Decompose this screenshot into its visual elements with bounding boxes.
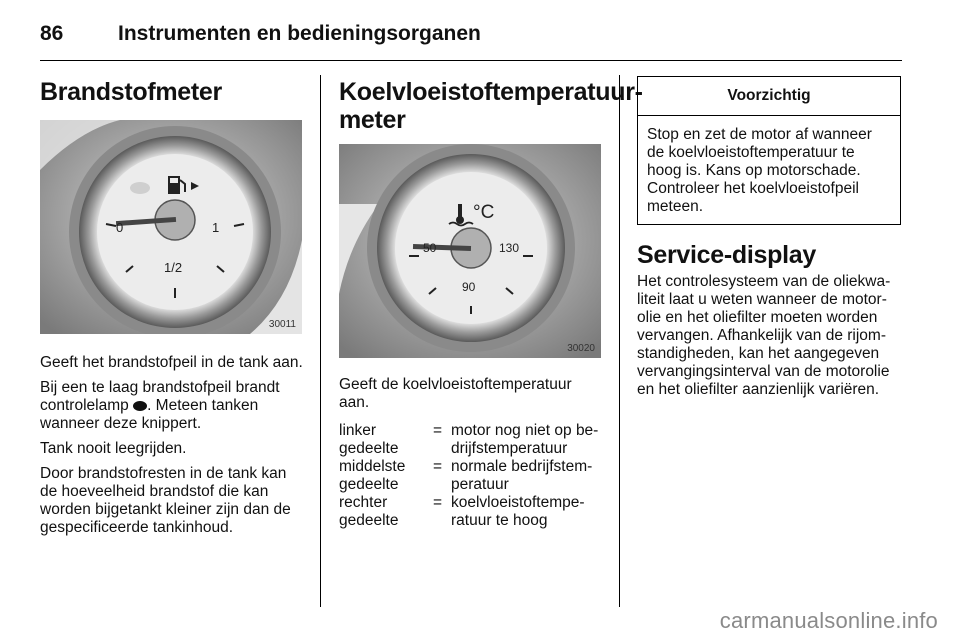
coolant-heading-line-2: meter [339, 106, 406, 134]
caution-box [637, 76, 901, 225]
caution-body: Stop en zet de motor af wanneer de koelvloeistoftemperatuur te hoog is. Kans op motorschade. Controleer het koelvloeistofpeil meteen. [647, 126, 872, 215]
definition-row [339, 422, 604, 458]
fuel-gauge-figure [40, 120, 302, 334]
page-header [40, 18, 920, 62]
column-divider-2 [619, 75, 620, 607]
fuel-figure-number: 30011 [268, 319, 296, 330]
coolant-gauge-text [339, 376, 604, 530]
column-fuel-gauge [40, 72, 305, 544]
coolant-dial-label-90: 90 [462, 280, 476, 294]
service-display-body: Het controlesysteem van de oliekwa- liteit laat u weten wanneer de motor- olie en het oliefilter moeten worden vervangen. Afhankelijk van de rijom- standigheden, kan het aangegeven vervangingsinterval van de motorolie en het oliefilter aanzienlijk variëren. [637, 273, 891, 398]
running-title: Instrumenten en bedieningsorganen [118, 22, 481, 45]
watermark: carmanualsonline.info [719, 608, 938, 633]
definition-term: middelste gedeelte [339, 458, 406, 493]
definition-row [339, 458, 604, 494]
fuel-dial-label-empty: 0 [116, 220, 124, 235]
definition-separator: = [433, 458, 443, 475]
column-coolant-gauge [339, 72, 643, 530]
fuel-gauge-heading: Brandstofmeter [40, 78, 222, 106]
definition-separator: = [433, 494, 443, 511]
fuel-dial-label-full: 1 [212, 220, 220, 235]
coolant-figure-number: 30020 [567, 343, 595, 354]
page-number: 86 [40, 22, 64, 45]
definition-description: koelvloeistoftempe- ratuur te hoog [451, 494, 585, 529]
coolant-dial-label-50: 50 [423, 241, 437, 255]
fuel-paragraph-2-part-1: Bij een te laag brandstofpeil brandt controlelamp [40, 379, 280, 414]
definition-description: motor nog niet op be- drijfstemperatuur [451, 422, 599, 457]
column-caution-service [637, 76, 902, 406]
fuel-gauge-text [40, 354, 305, 537]
coolant-gauge-figure [339, 144, 601, 358]
definition-description: normale bedrijfstem- peratuur [451, 458, 593, 493]
service-display-heading: Service-display [637, 241, 816, 269]
coolant-heading-line-1: Koelvloeistoftemperatuur- [339, 78, 643, 106]
definition-separator: = [433, 422, 443, 439]
caution-heading: Voorzichtig [638, 77, 900, 116]
definition-row [339, 494, 604, 530]
coolant-unit-label: °C [473, 202, 495, 223]
fuel-paragraph-2 [40, 379, 305, 433]
coolant-dial-label-130: 130 [499, 241, 520, 255]
fuel-warning-lamp-icon [133, 401, 147, 411]
fuel-paragraph-4: Door brandstofresten in de tank kan de hoeveelheid brandstof die kan worden bijgetankt kleiner zijn dan de gespecificeerde tankinhoud. [40, 465, 291, 536]
coolant-intro: Geeft de koelvloeistoftemperatuur aan. [339, 376, 572, 411]
fuel-dial-label-half: 1/2 [164, 260, 183, 275]
definition-term: rechter gedeelte [339, 494, 399, 529]
fuel-paragraph-2-part-2: . Meteen tanken wanneer deze knippert. [40, 397, 259, 432]
header-rule [40, 60, 902, 61]
coolant-definition-table [339, 422, 604, 530]
coolant-gauge-heading [339, 78, 643, 134]
definition-term: linker gedeelte [339, 422, 399, 457]
fuel-paragraph-3: Tank nooit leegrijden. [40, 440, 187, 457]
column-divider-1 [320, 75, 321, 607]
coolant-gauge-illustration [339, 144, 601, 358]
fuel-paragraph-1: Geeft het brandstofpeil in de tank aan. [40, 354, 303, 371]
fuel-gauge-illustration [40, 120, 302, 334]
